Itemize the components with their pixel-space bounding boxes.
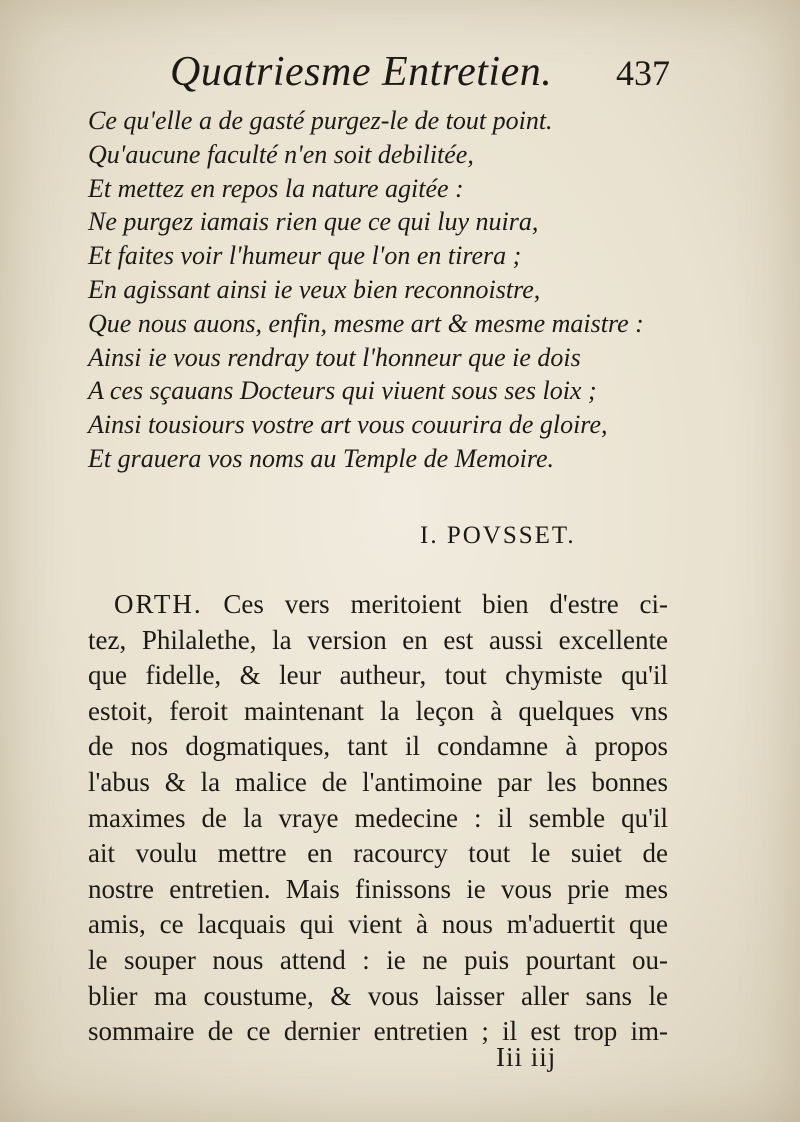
verse-line: Que nous auons, enfin, mesme art & mesme maistre : — [88, 308, 644, 338]
speaker-name: ORTH. — [114, 589, 203, 619]
verse-line: Et mettez en repos la nature agitée : — [88, 173, 464, 203]
prose-line: de nos dogmatiques, tant il condamne à propos — [88, 731, 668, 762]
verse-line: Ce qu'elle a de gasté purgez-le de tout point. — [88, 106, 553, 135]
prose-line-text: Ces vers meritoient bien d'estre ci- — [223, 589, 669, 619]
prose-line: ait voulu mettre en racourcy tout le suiet de — [88, 838, 668, 869]
prose-line: le souper nous attend : ie ne puis pourtant ou- — [88, 944, 668, 975]
verse-line: Et faites voir l'humeur que l'on en tirera ; — [88, 241, 522, 271]
prose-line: blier ma coustume, & vous laisser aller sans le — [88, 980, 668, 1011]
verse-block — [88, 104, 708, 476]
verse-line: Ne purgez iamais rien que ce qui luy nuira, — [88, 207, 539, 237]
verse-line: A ces sçauans Docteurs qui viuent sous ses loix ; — [88, 376, 597, 406]
prose-line: tez, Philalethe, la version en est aussi excellente — [88, 624, 668, 655]
prose-line: que fidelle, & leur autheur, tout chymiste qu'il — [88, 660, 668, 691]
running-title: Quatriesme Entretien. — [170, 49, 553, 95]
verse-line: Ainsi ie vous rendray tout l'honneur que ie dois — [88, 342, 581, 372]
prose-line: maximes de la vraye medecine : il semble qu'il — [88, 802, 668, 833]
prose-line: sommaire de ce dernier entretien ; il est trop im- — [88, 1016, 668, 1047]
prose-line — [88, 587, 668, 623]
prose-block — [88, 587, 668, 1050]
page-number: 437 — [616, 53, 670, 93]
poem-signature: I. POVSSET. — [420, 522, 576, 549]
prose-line: nostre entretien. Mais finissons ie vous prie mes — [88, 873, 668, 904]
signature-mark: Iii iij — [496, 1042, 557, 1072]
prose-line: l'abus & la malice de l'antimoine par les bonnes — [88, 766, 668, 797]
prose-line: amis, ce lacquais qui vient à nous m'aduertit que — [88, 909, 668, 940]
page-header — [170, 48, 670, 98]
prose-line: estoit, feroit maintenant la leçon à quelques vns — [88, 695, 668, 726]
verse-line: En agissant ainsi ie veux bien reconnoistre, — [88, 274, 541, 304]
verse-line: Ainsi tousiours vostre art vous couurira de gloire, — [88, 410, 608, 440]
verse-line: Et grauera vos noms au Temple de Memoire. — [88, 443, 555, 473]
verse-line: Qu'aucune faculté n'en soit debilitée, — [88, 139, 474, 169]
